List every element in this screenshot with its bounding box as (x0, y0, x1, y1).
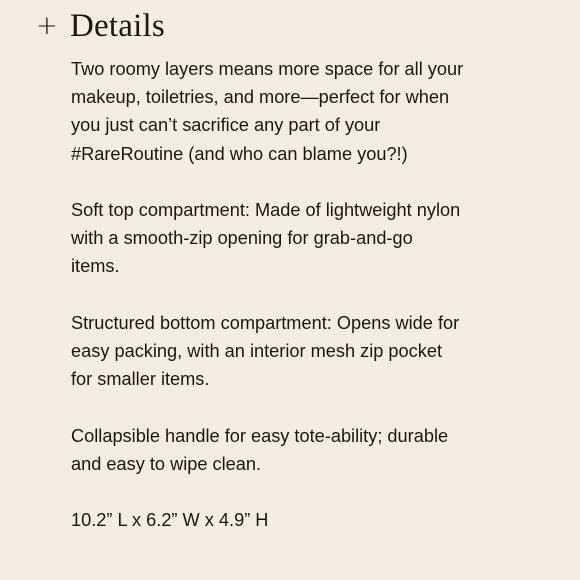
top-compartment-paragraph: Soft top compartment: Made of lightweight nylon with a smooth-zip opening for grab-and-go items. (71, 200, 461, 277)
description-paragraph: Two roomy layers means more space for all your makeup, toiletries, and more—perfect for when you just can’t sacrifice any part of your #RareRoutine (and who can blame you?!) (71, 59, 464, 164)
section-title: Details (70, 7, 165, 44)
expand-plus-icon[interactable]: + (36, 11, 58, 41)
dimensions-text: 10.2” L x 6.2” W x 4.9” H (71, 510, 269, 531)
details-accordion-header[interactable] (36, 6, 165, 46)
details-content (71, 55, 466, 534)
handle-paragraph: Collapsible handle for easy tote-ability; durable and easy to wipe clean. (71, 425, 449, 474)
bottom-compartment-paragraph: Structured bottom compartment: Opens wide for easy packing, with an interior mesh zip pocket for smaller items. (71, 312, 460, 390)
